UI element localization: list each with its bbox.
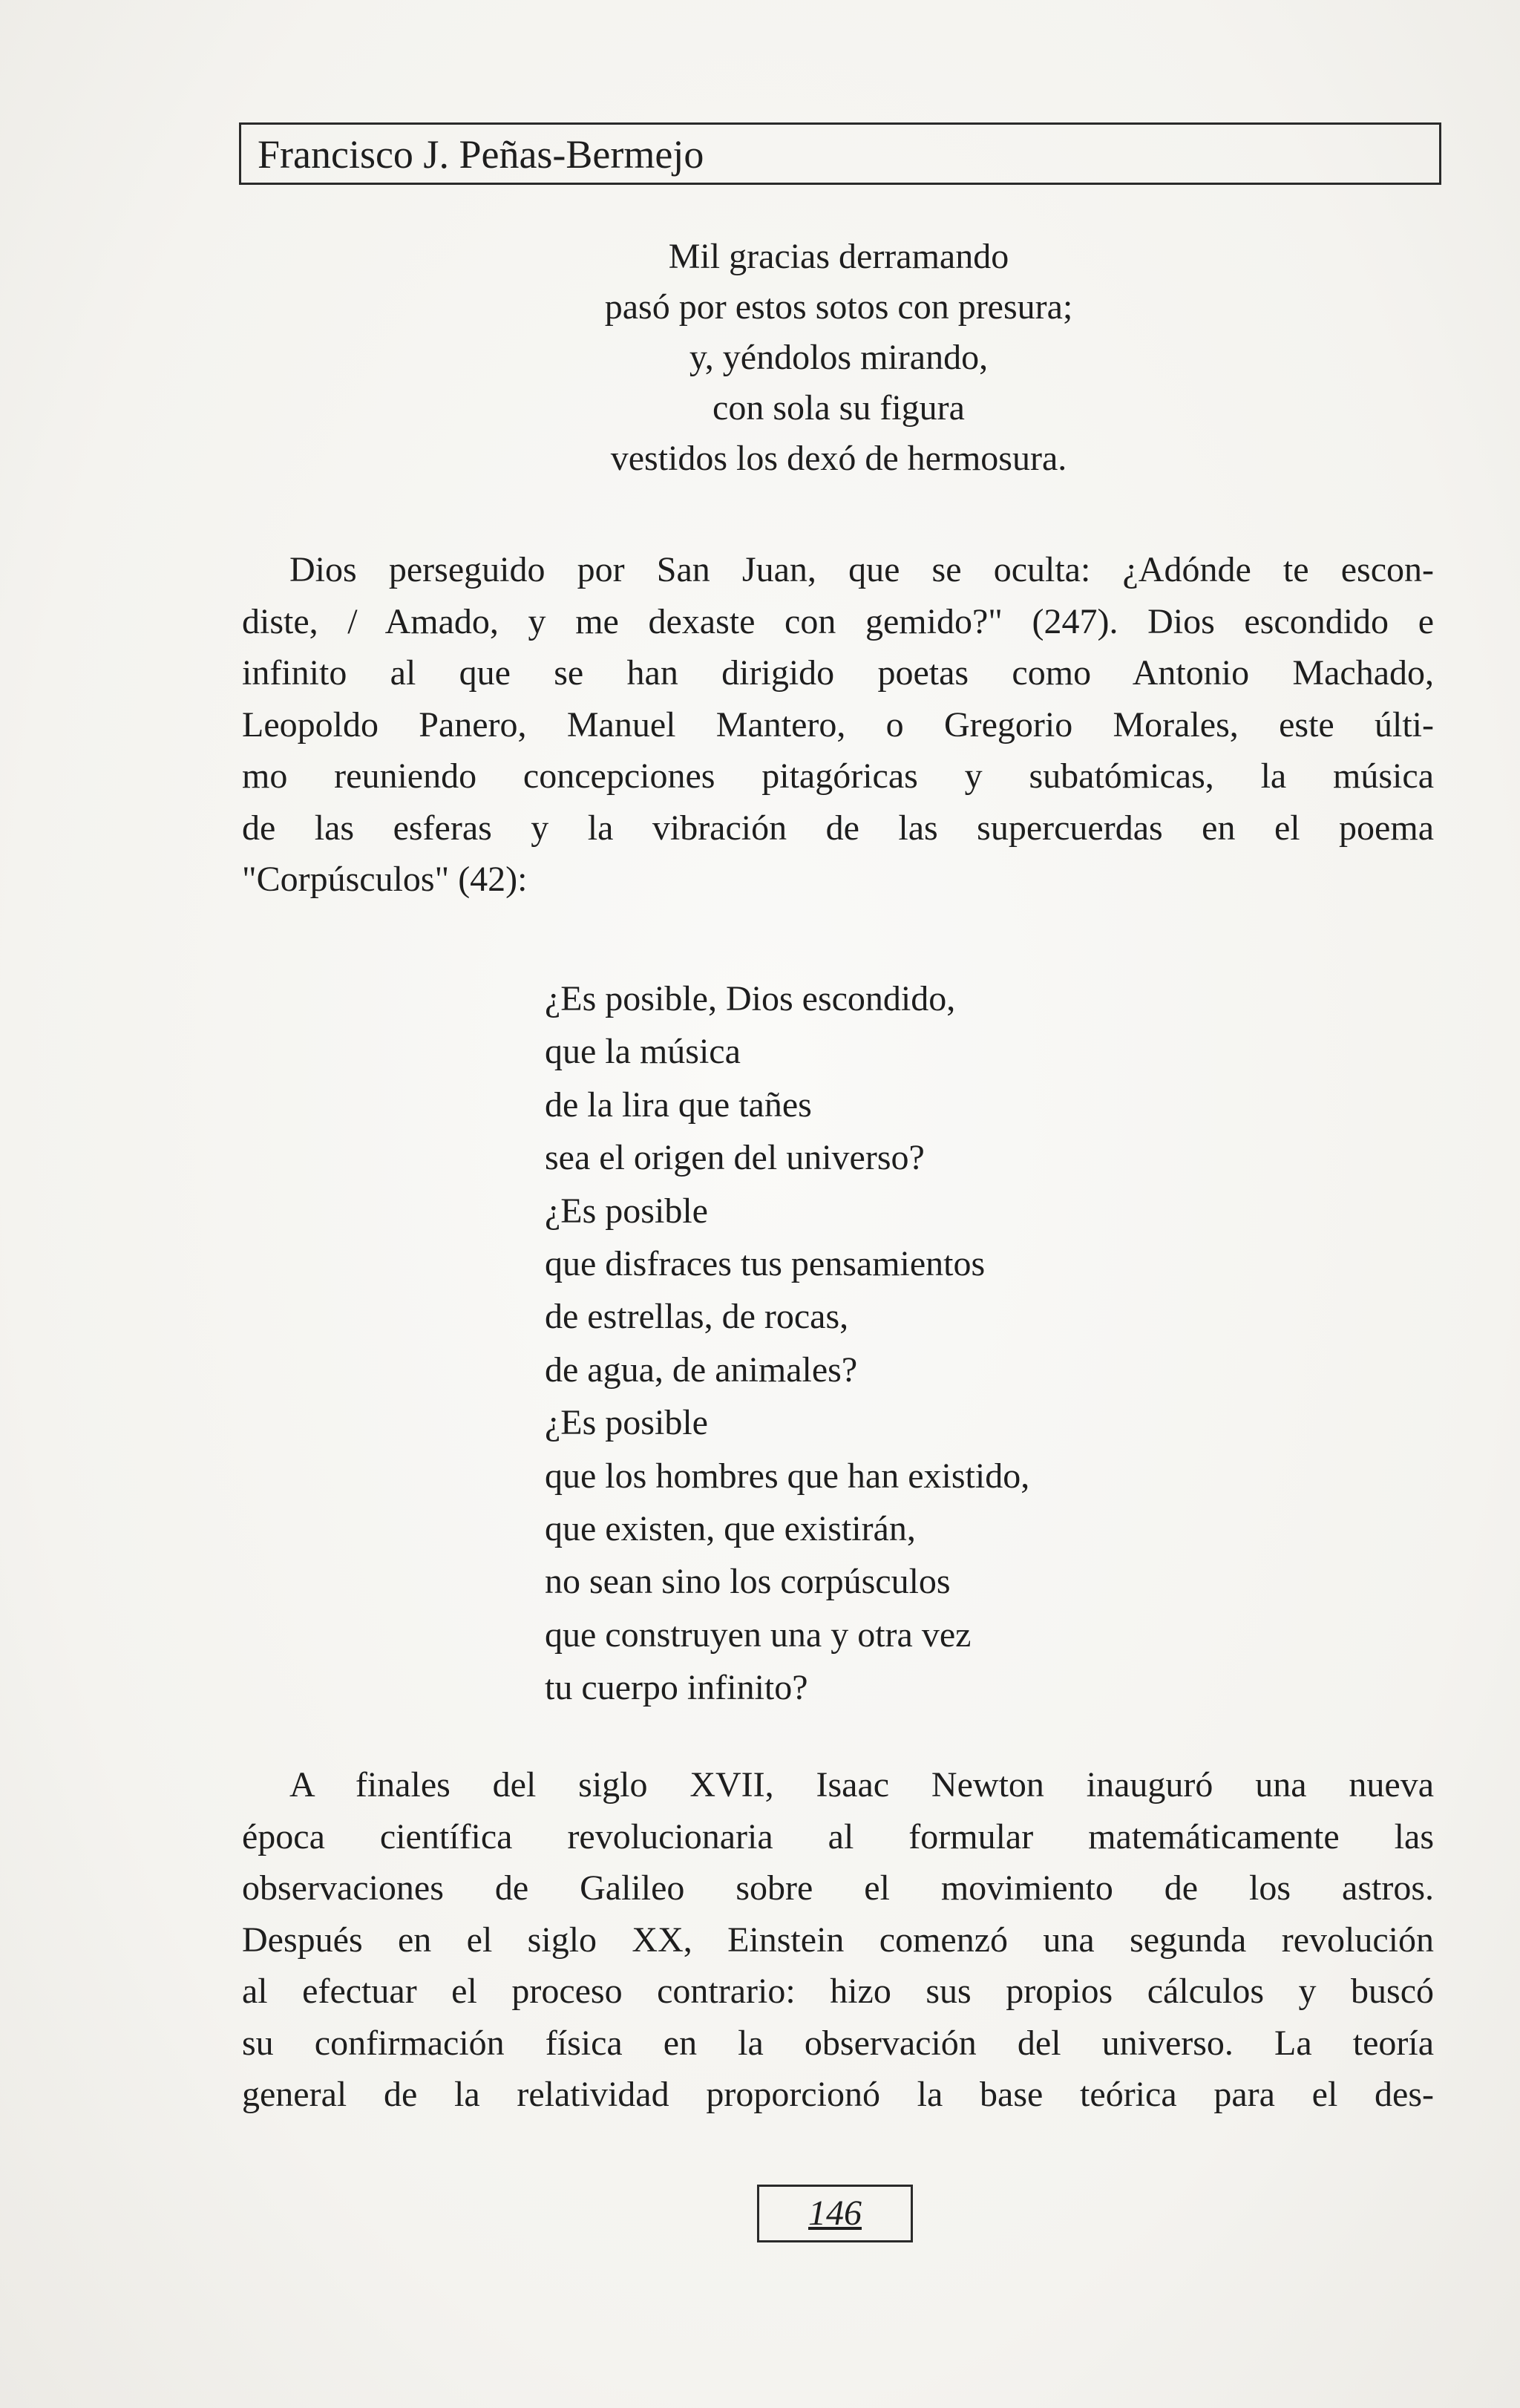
verse-line: Mil gracias derramando <box>668 237 1009 276</box>
verse-line: de la lira que tañes <box>545 1084 812 1125</box>
paragraph-line: mo reuniendo concepciones pitagóricas y subatómicas, la música <box>242 756 1434 796</box>
paragraph-line: diste, / Amado, y me dexaste con gemido?" (247). Dios escondido e <box>242 601 1434 641</box>
page-number: 146 <box>808 2193 862 2233</box>
verse-line: vestidos los dexó de hermosura. <box>610 439 1067 478</box>
running-title: Francisco J. Peñas-Bermejo <box>258 132 704 177</box>
verse-line: ¿Es posible <box>545 1191 708 1231</box>
body-paragraph-1 <box>242 544 1434 906</box>
verse-line: que disfraces tus pensamientos <box>545 1244 986 1284</box>
verse-line: que los hombres que han existido, <box>545 1456 1030 1496</box>
verse-line: pasó por estos sotos con presura; <box>604 287 1073 327</box>
paragraph-line: observaciones de Galileo sobre el movimiento de los astros. <box>242 1868 1434 1908</box>
verse-line: no sean sino los corpúsculos <box>545 1562 951 1602</box>
paragraph-line: infinito al que se han dirigido poetas como Antonio Machado, <box>242 653 1434 693</box>
verse-line: con sola su figura <box>712 388 965 428</box>
verse-stanza-1 <box>245 232 1432 484</box>
paragraph-line: "Corpúsculos" (42): <box>242 860 528 899</box>
verse-line: ¿Es posible <box>545 1403 708 1443</box>
page-number-box <box>757 2185 913 2242</box>
paragraph-line: época científica revolucionaria al formular matemáticamente las <box>242 1816 1434 1856</box>
paragraph-line: al efectuar el proceso contrario: hizo sus propios cálculos y buscó <box>242 1972 1434 2011</box>
paragraph-line: Dios perseguido por San Juan, que se oculta: ¿Adónde te escon- <box>289 550 1434 589</box>
verse-line: de agua, de animales? <box>545 1349 858 1390</box>
paragraph-line: Después en el siglo XX, Einstein comenzó una segunda revolución <box>242 1920 1434 1960</box>
verse-line: que construyen una y otra vez <box>545 1614 972 1655</box>
paragraph-line: A finales del siglo XVII, Isaac Newton inauguró una nueva <box>289 1765 1434 1805</box>
verse-line: sea el origen del universo? <box>545 1138 925 1178</box>
paragraph-line: de las esferas y la vibración de las supercuerdas en el poema <box>242 808 1434 848</box>
verse-line: que existen, que existirán, <box>545 1509 916 1549</box>
verse-line: de estrellas, de rocas, <box>545 1297 849 1337</box>
paragraph-line: su confirmación física en la observación del universo. La teoría <box>242 2023 1434 2063</box>
verse-line: ¿Es posible, Dios escondido, <box>545 979 956 1018</box>
verse-quote-corpusculos <box>545 972 1029 1715</box>
verse-line: tu cuerpo infinito? <box>545 1668 808 1708</box>
paragraph-line: Leopoldo Panero, Manuel Mantero, o Gregorio Morales, este últi- <box>242 704 1434 745</box>
verse-line: que la música <box>545 1032 741 1072</box>
verse-line: y, yéndolos mirando, <box>689 338 989 377</box>
running-header <box>239 122 1441 185</box>
body-paragraph-2 <box>242 1759 1434 2121</box>
paragraph-line: general de la relatividad proporcionó la base teórica para el des- <box>242 2075 1434 2114</box>
